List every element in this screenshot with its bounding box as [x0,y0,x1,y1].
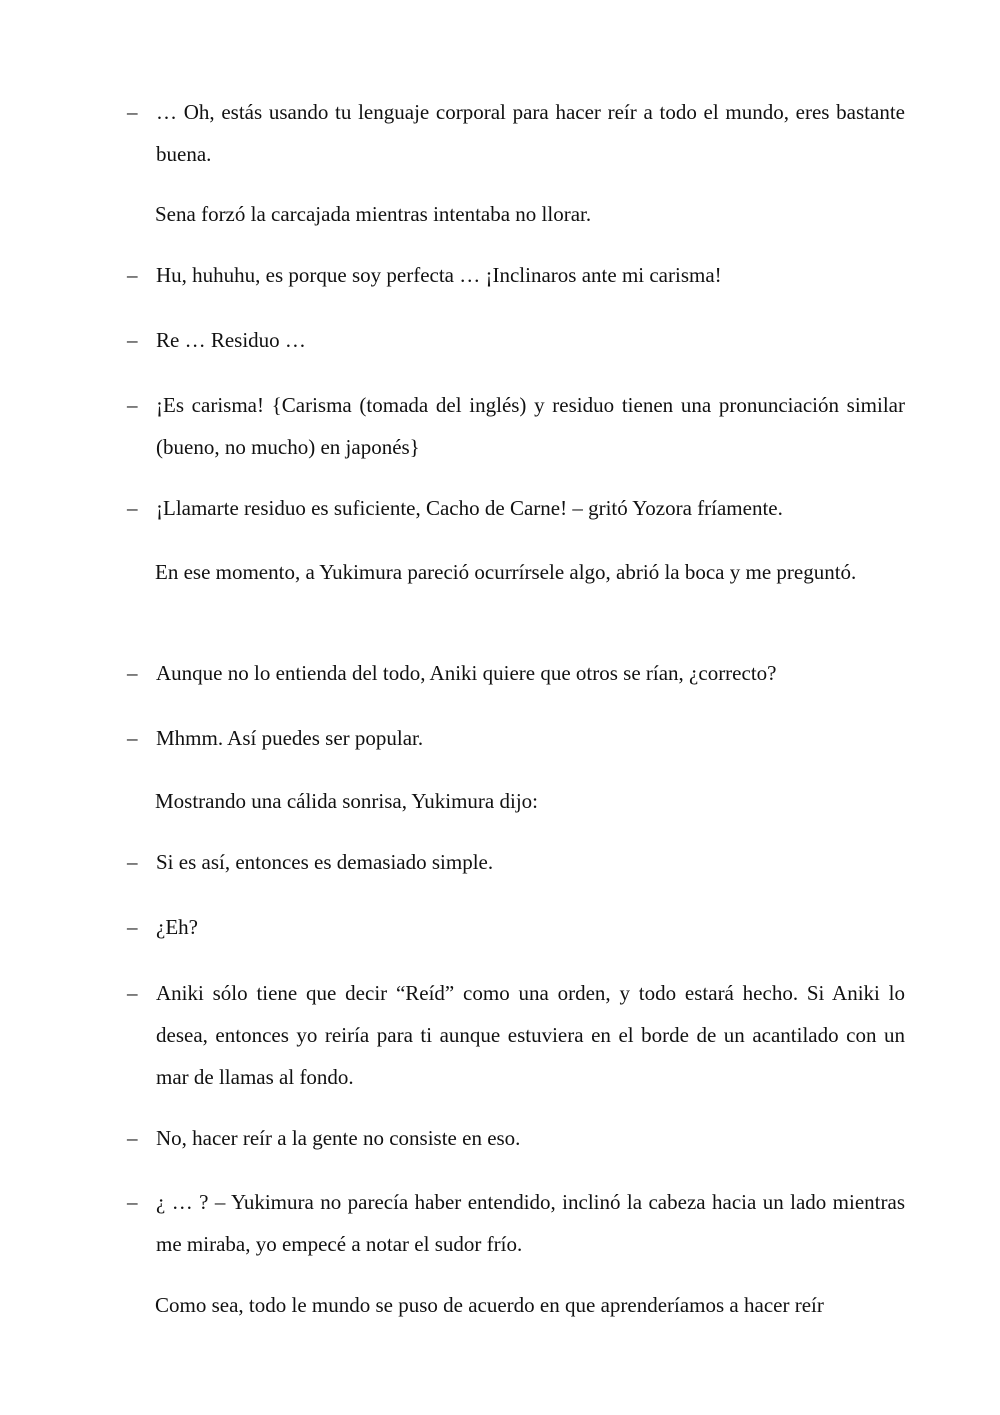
dialogue-dash: – [127,393,138,417]
dialogue-text: ¡Es carisma! {Carisma (tomada del inglés) y residuo tienen una pronunciación similar (bueno, no mucho) en japonés} [156,393,905,459]
dialogue-dash: – [127,726,138,750]
dialogue-text: ¡Llamarte residuo es suficiente, Cacho de Carne! – gritó Yozora fríamente. [156,496,783,520]
dialogue-dash: – [127,100,138,124]
dialogue-dash: – [127,915,138,939]
dialogue-text: Mhmm. Así puedes ser popular. [156,726,424,750]
dialogue-dash: – [127,1126,138,1150]
dialogue-text: Re … Residuo … [156,328,306,352]
dialogue-line [127,841,905,883]
dialogue-line [127,384,905,468]
dialogue-line [127,906,905,948]
dialogue-line [127,487,905,529]
dialogue-line [127,254,905,296]
narration-paragraph: Sena forzó la carcajada mientras intentaba no llorar. [155,202,592,226]
dialogue-line [127,717,905,759]
dialogue-line [127,1181,905,1265]
dialogue-line [127,91,905,175]
dialogue-line [127,319,905,361]
dialogue-line [127,1117,905,1159]
dialogue-text: Aniki sólo tiene que decir “Reíd” como una orden, y todo estará hecho. Si Aniki lo desea, entonces yo reiría para ti aunque estuviera en el borde de un acantilado con un mar de llamas al fondo. [156,981,905,1089]
dialogue-text: ¿ … ? – Yukimura no parecía haber entendido, inclinó la cabeza hacia un lado mientras me miraba, yo empecé a notar el sudor frío. [156,1190,905,1256]
dialogue-dash: – [127,661,138,685]
dialogue-dash: – [127,328,138,352]
dialogue-text: … Oh, estás usando tu lenguaje corporal para hacer reír a todo el mundo, eres bastante buena. [156,100,905,166]
dialogue-line [127,652,905,694]
narration-paragraph: Como sea, todo le mundo se puso de acuerdo en que aprenderíamos a hacer reír [155,1293,824,1317]
dialogue-text: ¿Eh? [156,915,198,939]
narration-paragraph: Mostrando una cálida sonrisa, Yukimura dijo: [155,789,538,813]
dialogue-dash: – [127,1190,138,1214]
dialogue-text: Si es así, entonces es demasiado simple. [156,850,494,874]
dialogue-text: Aunque no lo entienda del todo, Aniki quiere que otros se rían, ¿correcto? [156,661,777,685]
dialogue-text: Hu, huhuhu, es porque soy perfecta … ¡Inclinaros ante mi carisma! [156,263,722,287]
dialogue-dash: – [127,981,138,1005]
narration-paragraph: En ese momento, a Yukimura pareció ocurrírsele algo, abrió la boca y me preguntó. [155,560,857,584]
dialogue-dash: – [127,850,138,874]
dialogue-dash: – [127,496,138,520]
dialogue-line [127,972,905,1098]
dialogue-dash: – [127,263,138,287]
dialogue-text: No, hacer reír a la gente no consiste en eso. [156,1126,521,1150]
